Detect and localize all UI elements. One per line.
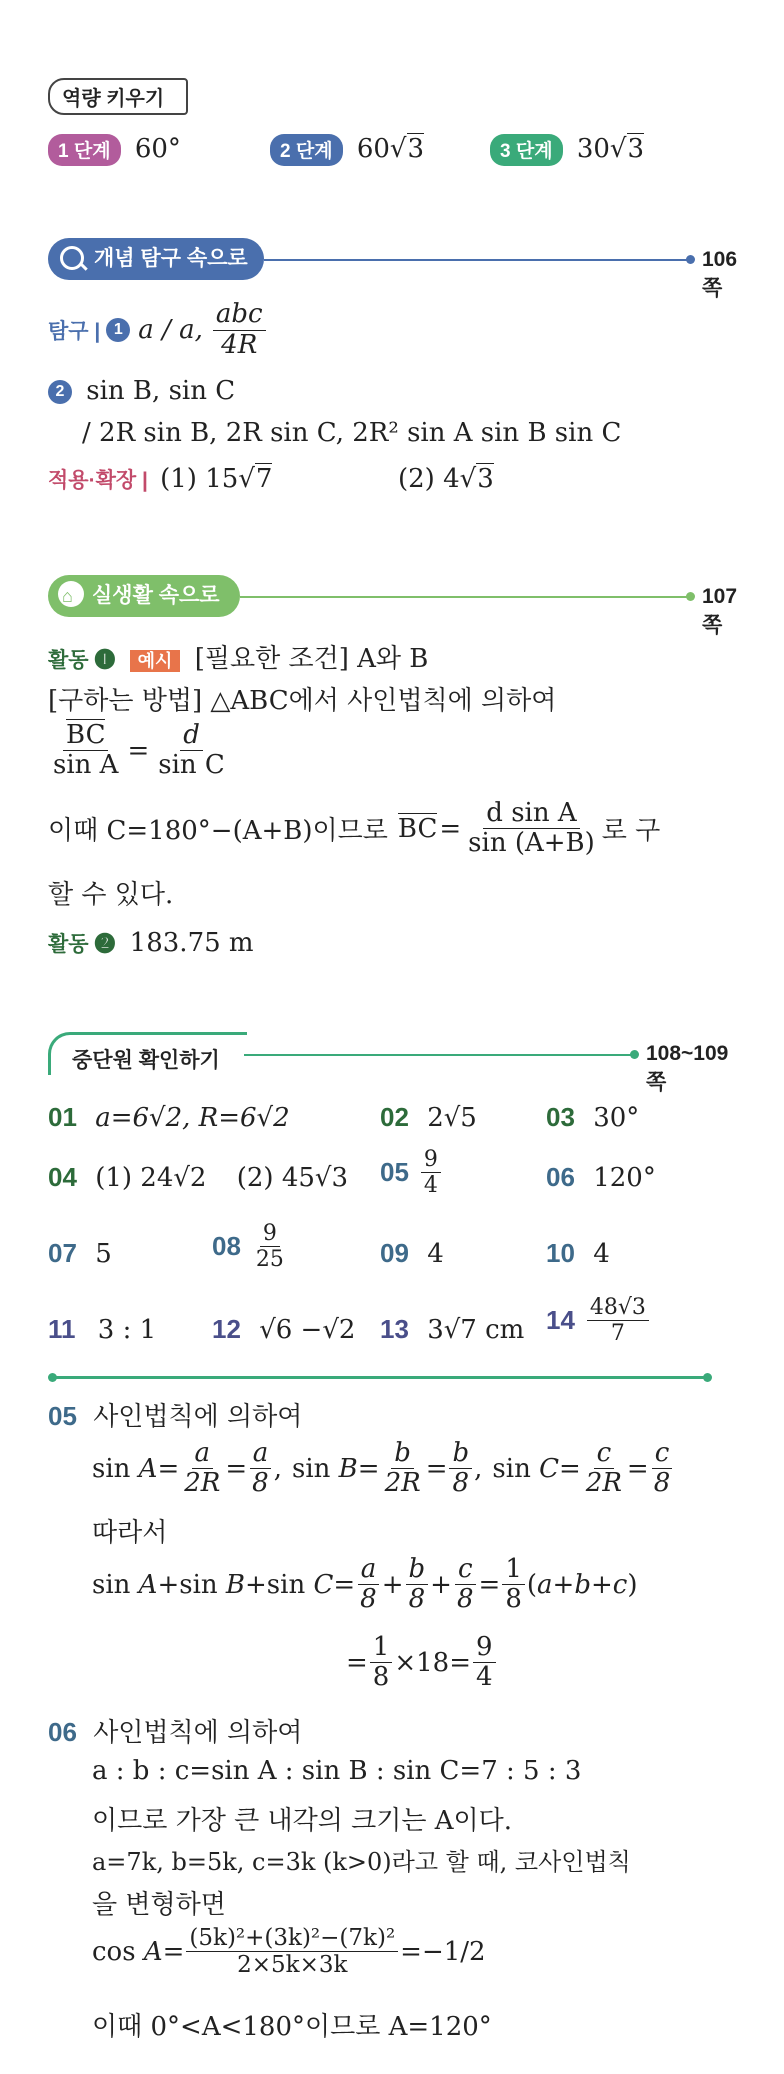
activity1-label: 활동 ❶ (48, 649, 116, 672)
solution-06-final: 이때 0°<A<180°이므로 A=120° (92, 2012, 492, 2042)
answer-08: 08 $\frac{9}{25}$ (212, 1221, 284, 1273)
answer-02: 02 2√5 (380, 1102, 477, 1133)
reallife-rule-dot (686, 592, 695, 601)
capacity-tag (48, 78, 188, 115)
apply-2: (2) 4√ 3 (398, 464, 494, 494)
equation-2: 이때 C=180°−(A+B)이므로 BC = $\frac{\text{d sin A}}{\sin (A+B)}$ 로 구 (48, 798, 661, 859)
equation-1: $\frac{BC}{\text{sin A}}$ = $\frac{d}{\text{sin C}}$ (48, 722, 230, 780)
answer-06: 06 120° (546, 1162, 656, 1193)
step-3-badge: 3 단계 (490, 134, 563, 166)
apply-1: (1) 15√ 7 (160, 464, 272, 494)
review-header (48, 1032, 729, 1094)
capacity-step-2 (270, 134, 424, 166)
q1-text: a / a, (138, 315, 203, 345)
eq1-rhs: $\frac{d}{\text{sin C}}$ (158, 720, 225, 781)
answer-04: 04 (1) 24√2 (2) 45√3 (48, 1162, 349, 1193)
capacity-step-1 (48, 134, 181, 166)
answer-09: 09 4 (380, 1238, 444, 1269)
solution-06-line3: 이므로 가장 큰 내각의 크기는 A이다. (92, 1806, 512, 1836)
reallife-page: 107쪽 (702, 585, 738, 637)
capacity-step-3 (490, 134, 644, 166)
review-page: 108~109쪽 (646, 1042, 729, 1094)
concept-page: 106쪽 (702, 248, 738, 300)
answer-14: 14 $\frac{48√3}{7}$ (546, 1296, 651, 1345)
concept-rule (264, 259, 690, 261)
step-2-badge: 2 단계 (270, 134, 343, 166)
step-1-badge: 1 단계 (48, 134, 121, 166)
tamgu-label: 탐구 | (48, 320, 101, 343)
activity1-text: [필요한 조건] A와 B (194, 644, 429, 674)
reallife-rule (240, 596, 690, 598)
apply-row (48, 464, 272, 494)
concept-title-pill (48, 238, 264, 280)
q2-line2: / 2R sin B, 2R sin C, 2R² sin A sin B sin C (82, 418, 622, 448)
activity1-row (48, 638, 428, 675)
section-divider (52, 1376, 708, 1379)
solution-05-eq3: = $\frac{1}{8}$ ×18= $\frac{9}{4}$ (346, 1634, 498, 1692)
review-rule (244, 1054, 634, 1056)
reallife-header (48, 575, 738, 637)
example-badge: 예시 (130, 650, 181, 672)
section-capacity (48, 78, 188, 115)
magnifier-handle (79, 262, 87, 270)
eq2-fraction: $\frac{\text{d sin A}}{\sin (A+B)}$ (468, 798, 595, 859)
answer-05: 05 $\frac{9}{4}$ (380, 1148, 443, 1197)
concept-rule-dot (686, 255, 695, 264)
step-2-answer: 60√ 3 (357, 134, 424, 164)
equation-2-cont: 할 수 있다. (48, 880, 174, 910)
q1-fraction: $\frac{\text{abc}}{4R}$ (213, 301, 266, 359)
answer-07: 07 5 (48, 1238, 112, 1269)
apply-label: 적용·확장 | (48, 469, 148, 492)
answer-10: 10 4 (546, 1238, 610, 1269)
divider-dot-left (48, 1373, 57, 1382)
answer-01: 01 a=6√2, R=6√2 (48, 1102, 290, 1133)
step-1-answer: 60° (134, 134, 181, 164)
review-title: 중단원 확인하기 (72, 1049, 220, 1072)
solution-05-eq1: sin A= $\frac{a}{2R}$ = $\frac{a}{8}$ , sin B= $\frac{b}{2R}$ = $\frac{b}{8}$ , sin C= $\frac{c}{2R}$ = $\frac{c}{8}$ (92, 1438, 671, 1499)
capacity-tag-label: 역량 키우기 (62, 88, 165, 110)
activity2-row (48, 928, 254, 958)
answer-12: 12 √6 −√2 (212, 1314, 356, 1345)
divider-dot-right (703, 1373, 712, 1382)
reallife-title-pill (48, 575, 240, 617)
answer-11: 11 3 : 1 (48, 1314, 157, 1345)
tamgu-row (48, 300, 268, 360)
solution-05-head: 05 사인법칙에 의하여 (48, 1401, 303, 1432)
concept-title: 개념 탐구 속으로 (94, 247, 248, 270)
solution-06-ratio: a : b : c=sin A : sin B : sin C=7 : 5 : 3 (92, 1756, 582, 1786)
solution-06-head: 06 사인법칙에 의하여 (48, 1717, 303, 1748)
concept-header (48, 238, 738, 300)
step-3-answer: 30√ 3 (577, 134, 644, 164)
q2-marker: 2 (48, 380, 72, 404)
house-glyph: ⌂ (62, 586, 73, 606)
solution-06-line5: 을 변형하면 (92, 1890, 226, 1920)
solution-05-therefore: 따라서 (92, 1518, 168, 1548)
review-rule-dot (630, 1050, 639, 1059)
reallife-title: 실생활 속으로 (92, 584, 220, 607)
answer-13: 13 3√7 cm (380, 1314, 525, 1345)
answer-03: 03 30° (546, 1102, 640, 1133)
eq1-lhs: $\frac{BC}{\text{sin A}}$ (53, 720, 119, 781)
activity2-answer: 183.75 m (129, 928, 254, 958)
method-row: [구하는 방법] △ABC에서 사인법칙에 의하여 (48, 686, 557, 716)
q1-marker: 1 (106, 318, 130, 342)
solution-06-line4: a=7k, b=5k, c=3k (k>0)라고 할 때, 코사인법칙 (92, 1848, 631, 1876)
solution-05-eq2: sin A+sin B+sin C= $\frac{a}{8}$ + $\frac{b}{8}$ + $\frac{c}{8}$ = $\frac{1}{8}$ (a+b+c) (92, 1554, 638, 1615)
solution-06-cos: cos A= $\frac{\text{(5k)²+(3k)²−(7k)²}}{2\times 5k\times 3k}$ = −1/2 (92, 1925, 486, 1979)
activity2-label: 활동 ❷ (48, 933, 116, 956)
q2-line1: 2 sin B, sin C (48, 376, 235, 406)
